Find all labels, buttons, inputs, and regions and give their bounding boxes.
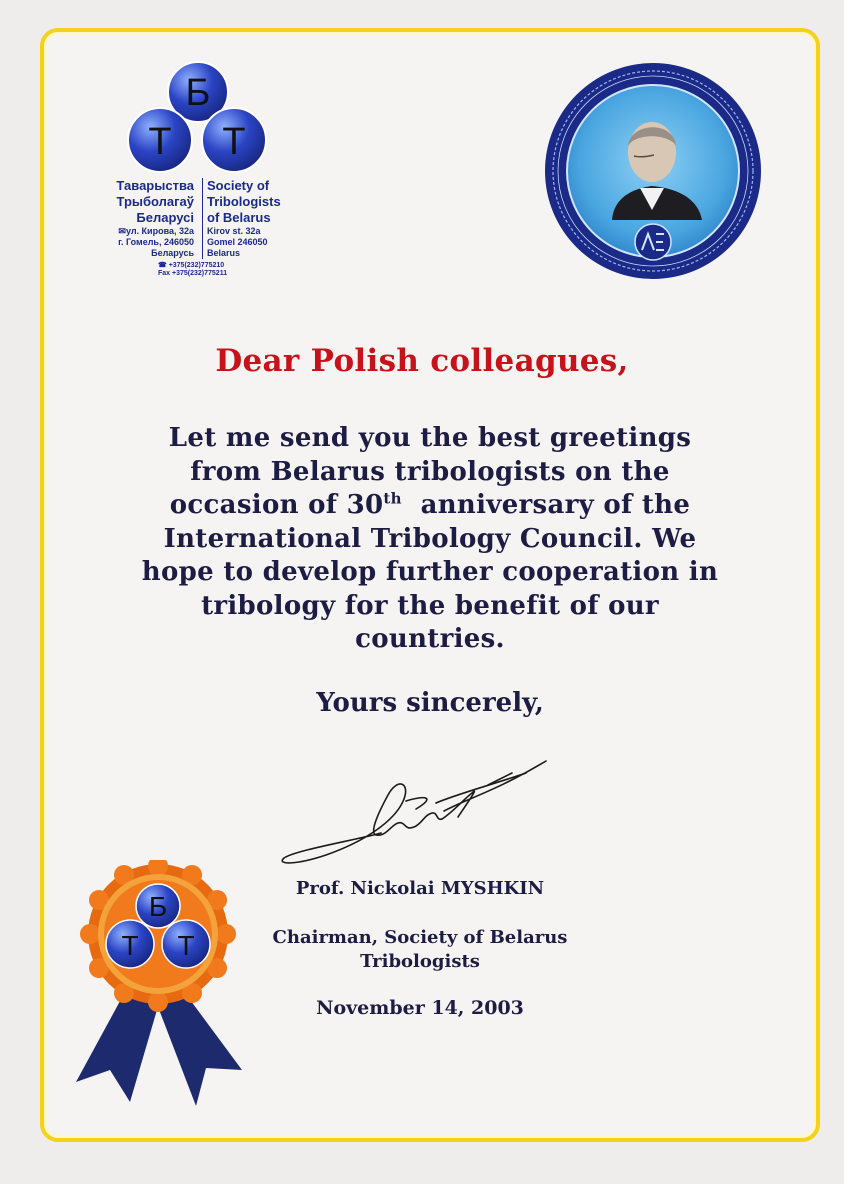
envelope-icon: ✉	[118, 226, 126, 236]
fax-line: Fax +375(232)775211	[158, 270, 228, 277]
org-addr-be-2: г. Гомель, 246050	[118, 237, 194, 247]
society-info-english	[202, 178, 307, 259]
greeting-heading: Dear Polish colleagues,	[215, 343, 629, 379]
rosette-letter-right: Т	[177, 930, 195, 961]
rosette-letter-left: Т	[121, 930, 139, 961]
body-line-3a: occasion of 30	[169, 490, 384, 520]
emblem-icon	[635, 224, 671, 260]
rosette-letter-top: Б	[148, 891, 168, 922]
body-line-2: from Belarus tribologists on the	[190, 456, 670, 487]
signer-title-line-1: Chairman, Society of Belarus	[272, 927, 568, 948]
org-addr-en-3: Belarus	[207, 248, 241, 258]
ordinal-suffix: th	[383, 489, 402, 508]
org-addr-en-1: Kirov st. 32a	[207, 226, 261, 236]
portrait-medal	[542, 60, 764, 282]
org-name-be-3: Беларусі	[136, 210, 194, 225]
body-line-7: countries.	[355, 624, 505, 654]
rosette-ribbon-icon	[72, 860, 250, 1108]
body-line-6: tribology for the benefit of our	[201, 590, 659, 621]
org-name-be-2: Трыболагаў	[116, 194, 194, 209]
org-addr-be-1	[84, 226, 194, 237]
org-addr-be-3: Беларусь	[151, 248, 194, 258]
phone-number: +375(232)775210	[168, 262, 225, 269]
society-info-belarusian	[84, 178, 194, 259]
org-name-en-2: Tribologists	[207, 194, 281, 209]
body-line-4: International Tribology Council. We	[163, 523, 697, 554]
org-name-en-1: Society of	[207, 178, 270, 193]
body-line-1: Let me send you the best greetings	[168, 423, 692, 453]
org-addr-be-street: ул. Кирова, 32а	[125, 226, 194, 236]
phone-line	[158, 262, 268, 270]
body-line-5: hope to develop further cooperation in	[141, 557, 719, 587]
handwritten-signature	[276, 755, 552, 870]
logo-letter-left: Т	[148, 121, 172, 163]
signer-title-line-2: Tribologists	[360, 951, 480, 972]
society-phones	[158, 262, 268, 278]
letter-body	[100, 422, 760, 657]
society-logo	[120, 58, 270, 173]
org-name-en-3: of Belarus	[207, 210, 271, 225]
letter-date: November 14, 2003	[316, 997, 524, 1019]
rosette-badge	[80, 860, 236, 1012]
org-name-be-1: Таварыства	[116, 178, 194, 193]
logo-letter-top: Б	[185, 72, 211, 114]
signer-name: Prof. Nickolai MYSHKIN	[295, 878, 545, 899]
closing-line: Yours sincerely,	[316, 688, 544, 718]
body-line-3	[100, 489, 760, 523]
logo-letter-right: Т	[222, 121, 246, 163]
phone-icon: ☎	[158, 262, 167, 269]
body-line-3b: anniversary of the	[420, 490, 691, 520]
org-addr-en-2: Gomel 246050	[207, 237, 268, 247]
